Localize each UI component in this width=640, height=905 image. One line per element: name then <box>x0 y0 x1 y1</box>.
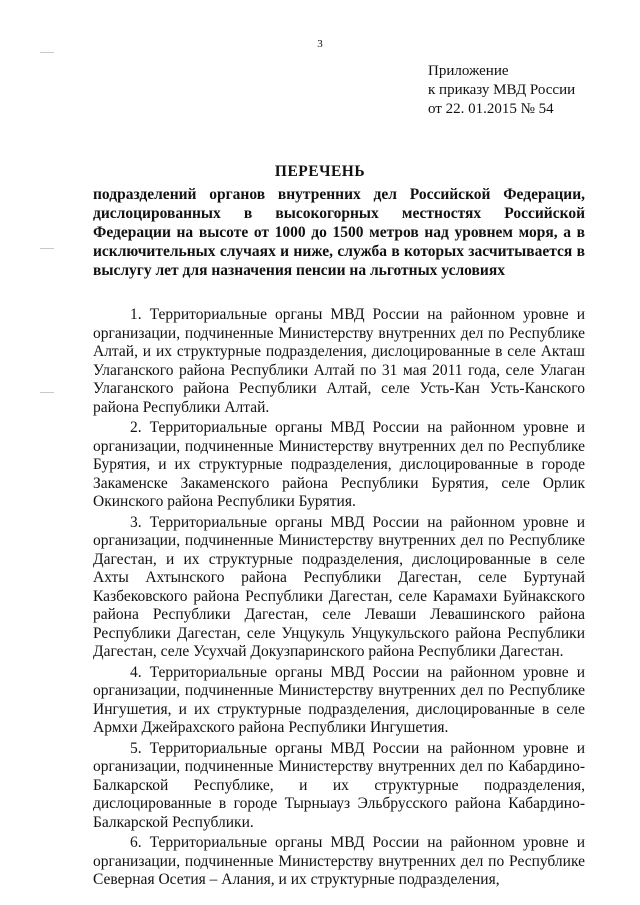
scan-mark <box>40 52 54 53</box>
appendix-block <box>428 62 575 119</box>
appendix-line: Приложение <box>428 63 509 79</box>
list-item: 4. Территориальные органы МВД России на районном уровне и организации, подчиненные Министерству внутренних дел по Республике Ингушетия, и их структурные подразделения, дислоцированные в селе Армхи Джейрахского района Республики Ингушетия. <box>93 663 585 736</box>
scan-mark <box>40 248 54 249</box>
scan-mark <box>40 392 54 393</box>
list-item: 1. Территориальные органы МВД России на районном уровне и организации, подчиненные Министерству внутренних дел по Республике Алтай, и их структурные подразделения, дислоцированные в селе Акташ Улаганского района Республики Алтай по 31 мая 2011 года, селе Улаган Улаганского района Республики Алтай, селе Усть-Кан Усть-Канского района Республики Алтай. <box>93 306 585 416</box>
page-number: 3 <box>317 38 323 50</box>
document-body <box>93 306 585 892</box>
document-subtitle: подразделений органов внутренних дел Российской Федерации, дислоцированных в высокогорных местностях Российской Федерации на высоте от 1000 до 1500 метров над уровнем моря, а в исключительных случаях и ниже, служба в которых засчитывается в выслугу лет для назначения пенсии на льготных условиях <box>93 186 585 279</box>
list-item: 2. Территориальные органы МВД России на районном уровне и организации, подчиненные Министерству внутренних дел по Республике Бурятия, и их структурные подразделения, дислоцированные в городе Закаменске Закаменского района Республики Бурятия, селе Орлик Окинского района Республики Бурятия. <box>93 419 585 510</box>
list-item: 6. Территориальные органы МВД России на районном уровне и организации, подчиненные Министерству внутренних дел по Республике Северная Осетия – Алания, и их структурные подразделения, <box>93 834 585 888</box>
appendix-line: к приказу МВД России <box>428 82 576 98</box>
list-item: 3. Территориальные органы МВД России на районном уровне и организации, подчиненные Министерству внутренних дел по Республике Дагестан, и их структурные подразделения, дислоцированные в селе Ахты Ахтынского района Республики Дагестан, селе Буртунай Казбековского района Республики Дагестан, селе Карамахи Буйнакского района Республики Дагестан, селе Леваши Левашинского района Республики Дагестан, селе Унцукуль Унцукульского района Республики Дагестан, селе Усухчай Докузпаринского района Республики Дагестан. <box>93 513 585 660</box>
appendix-line: от 22. 01.2015 № 54 <box>428 101 554 117</box>
list-item: 5. Территориальные органы МВД России на районном уровне и организации, подчиненные Министерству внутренних дел по Кабардино-Балкарской Республике, и их структурные подразделения, дислоцированные в городе Тырныауз Эльбрусского района Кабардино-Балкарской Республики. <box>93 739 585 831</box>
document-title: ПЕРЕЧЕНЬ <box>274 163 366 180</box>
